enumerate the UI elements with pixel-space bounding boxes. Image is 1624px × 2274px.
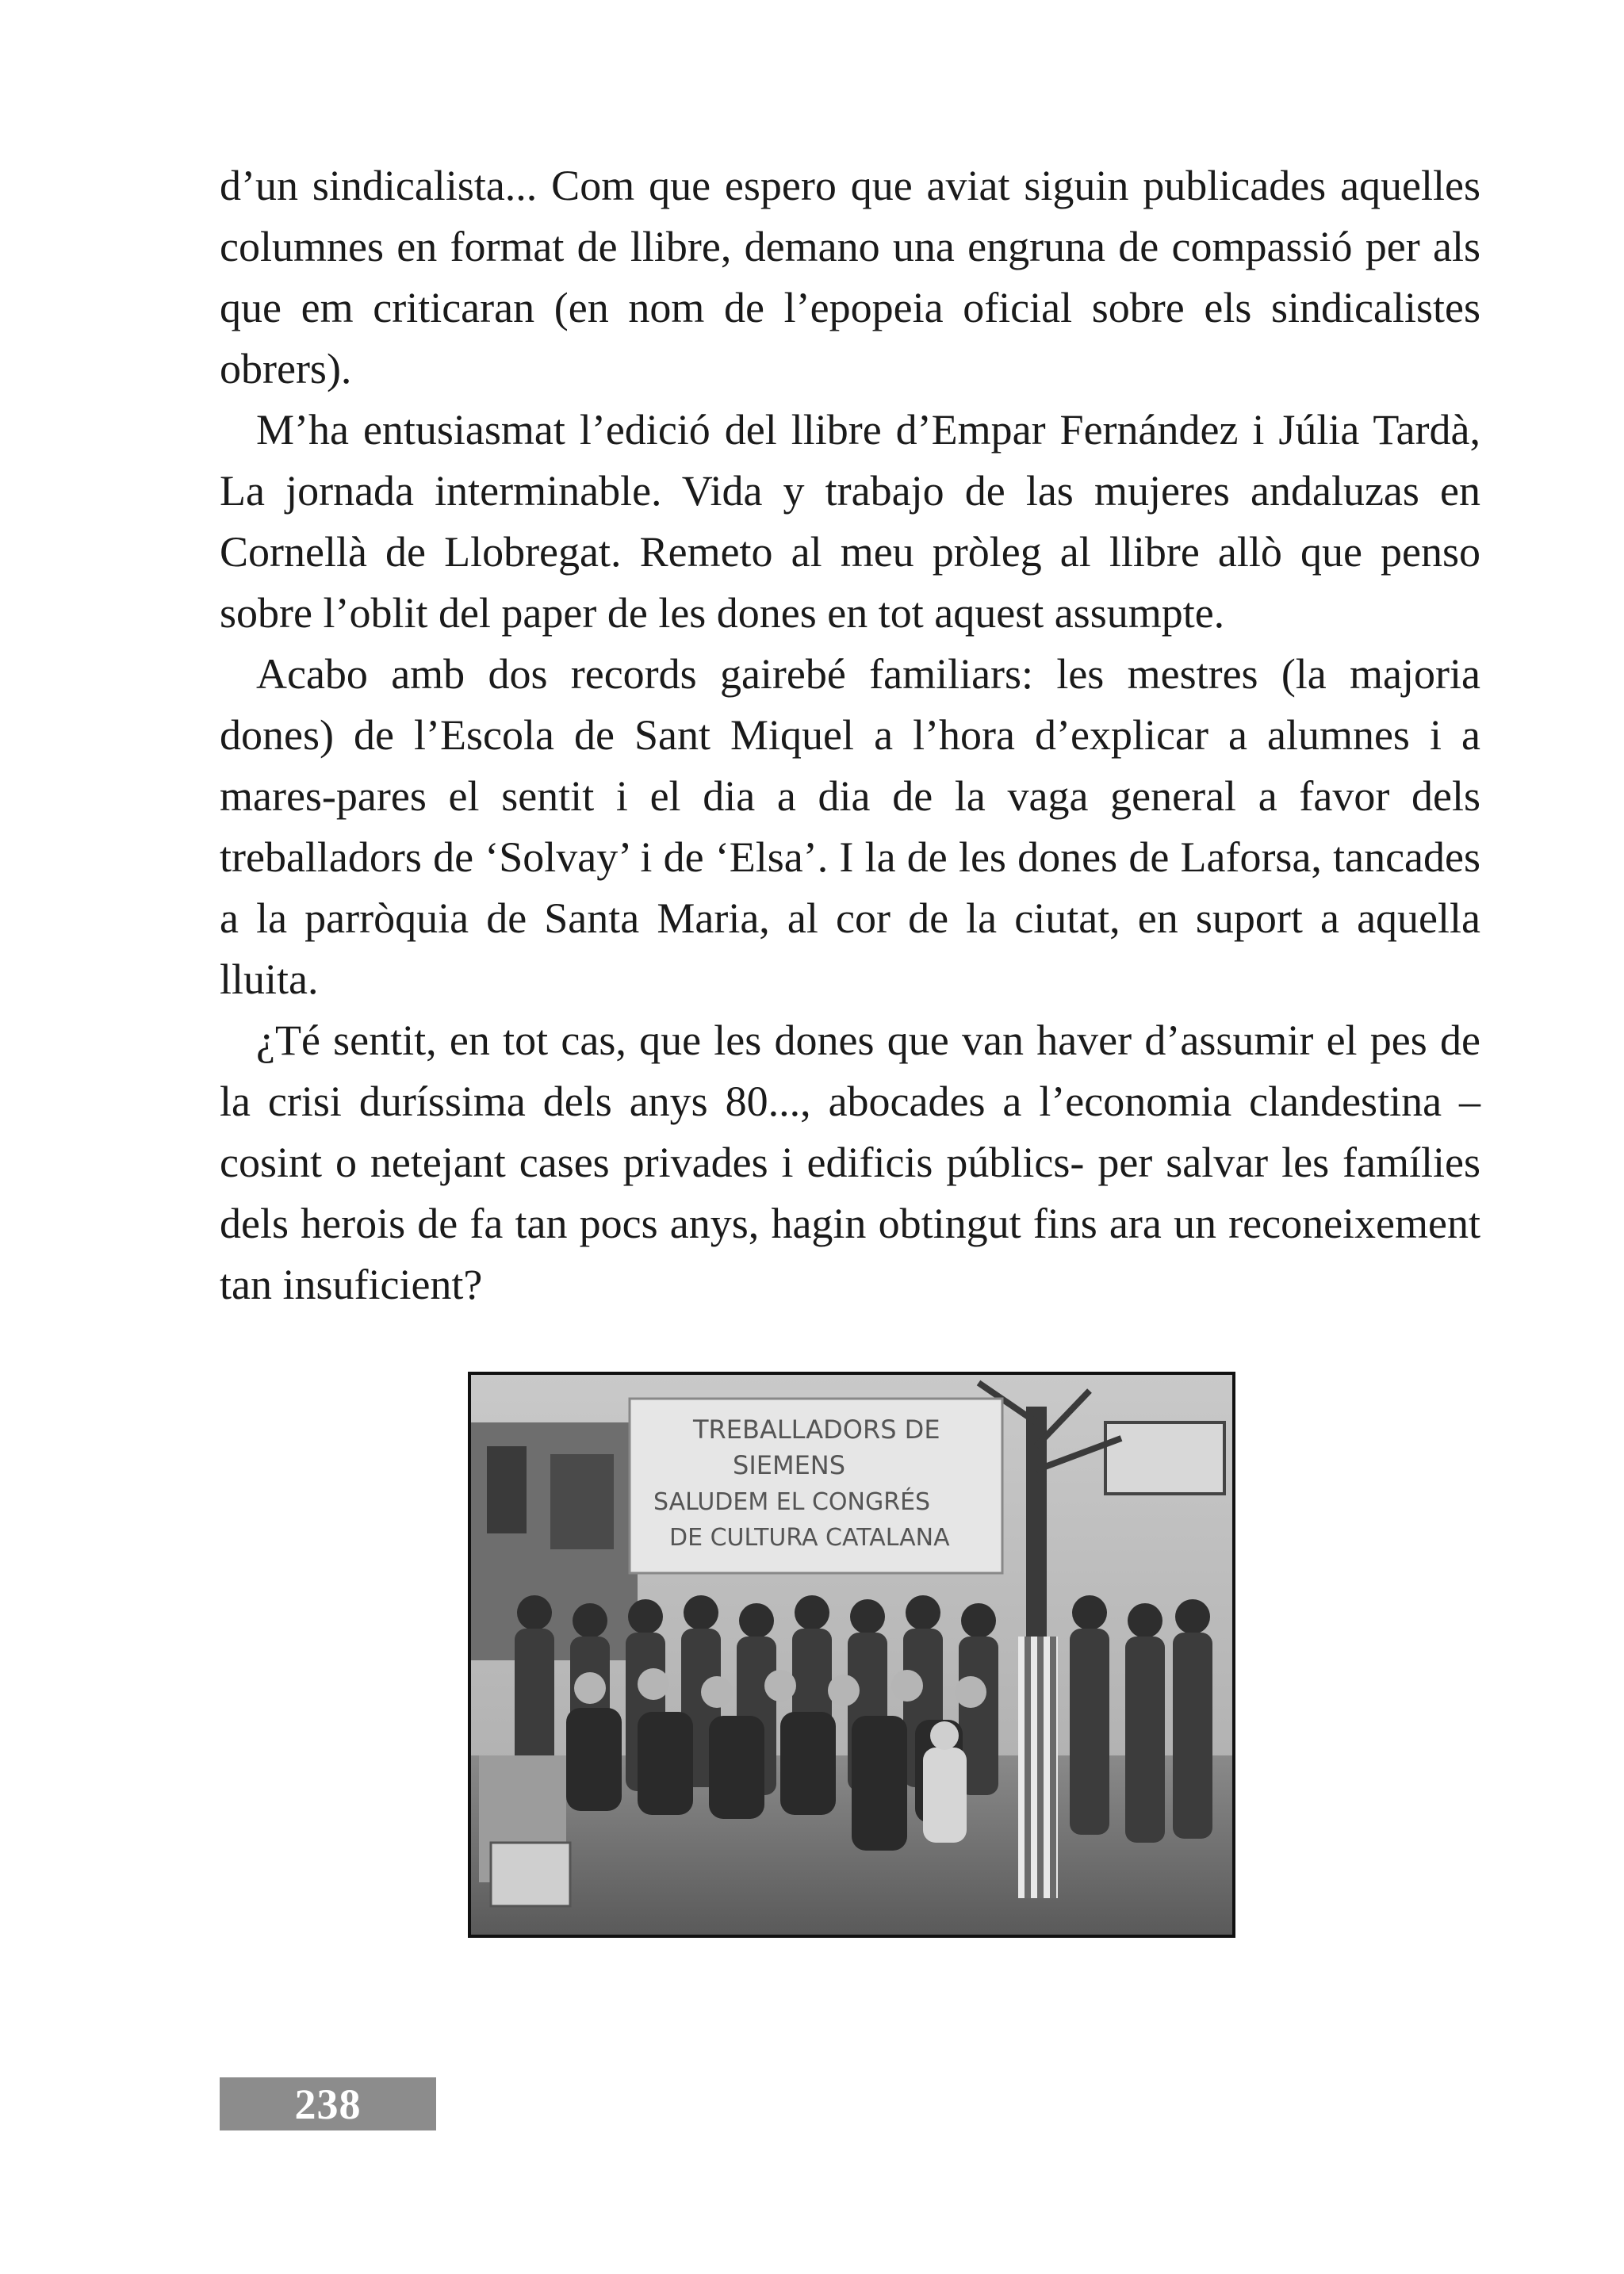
banner-line-2: SIEMENS <box>733 1450 846 1480</box>
paragraph-4: ¿Té sentit, en tot cas, que les dones que van haver d’assumir el pes de la crisi duríssima dels anys 80..., abocades a l’economia clandestina –cosint o netejant cases privades i edificis públics- per salvar les famílies dels herois de fa tan pocs anys, hagin obtingut fins ara un reconeixement tan insuficient? <box>220 1016 1480 1308</box>
paragraph-3: Acabo amb dos records gairebé familiars: les mestres (la majoria dones) de l’Escola de Sant Miquel a l’hora d’explicar a alumnes i a mares-pares el sentit i el dia a dia de la vaga general a favor dels treballadors de ‘Solvay’ i de ‘Elsa’. I la de les dones de Laforsa, tancades a la parròquia de Santa Maria, al cor de la ciutat, en suport a aquella lluita. <box>220 650 1480 1003</box>
paragraph-2: M’ha entusiasmat l’edició del llibre d’Empar Fernández i Júlia Tardà, La jornada interminable. Vida y trabajo de las mujeres andaluzas en Cornellà de Llobregat. Remeto al meu pròleg al llibre allò que penso sobre l’oblit del paper de les dones en tot aquest assumpte. <box>220 406 1480 637</box>
page-number: 238 <box>294 2080 362 2128</box>
banner-line-4: DE CULTURA CATALANA <box>669 1524 950 1552</box>
group-photo-image <box>471 1375 1232 1935</box>
banner-line-1: TREBALLADORS DE <box>693 1415 940 1445</box>
page-number-badge <box>220 2077 436 2130</box>
banner-line-3: SALUDEM EL CONGRÉS <box>653 1488 931 1516</box>
paragraph-1: d’un sindicalista... Com que espero que aviat siguin publicades aquelles columnes en format de llibre, demano una engruna de compassió per als que em criticaran (en nom de l’epopeia oficial sobre els sindicalistes obrers). <box>220 162 1480 392</box>
body-text <box>220 155 1480 1315</box>
group-photo <box>468 1372 1235 1938</box>
